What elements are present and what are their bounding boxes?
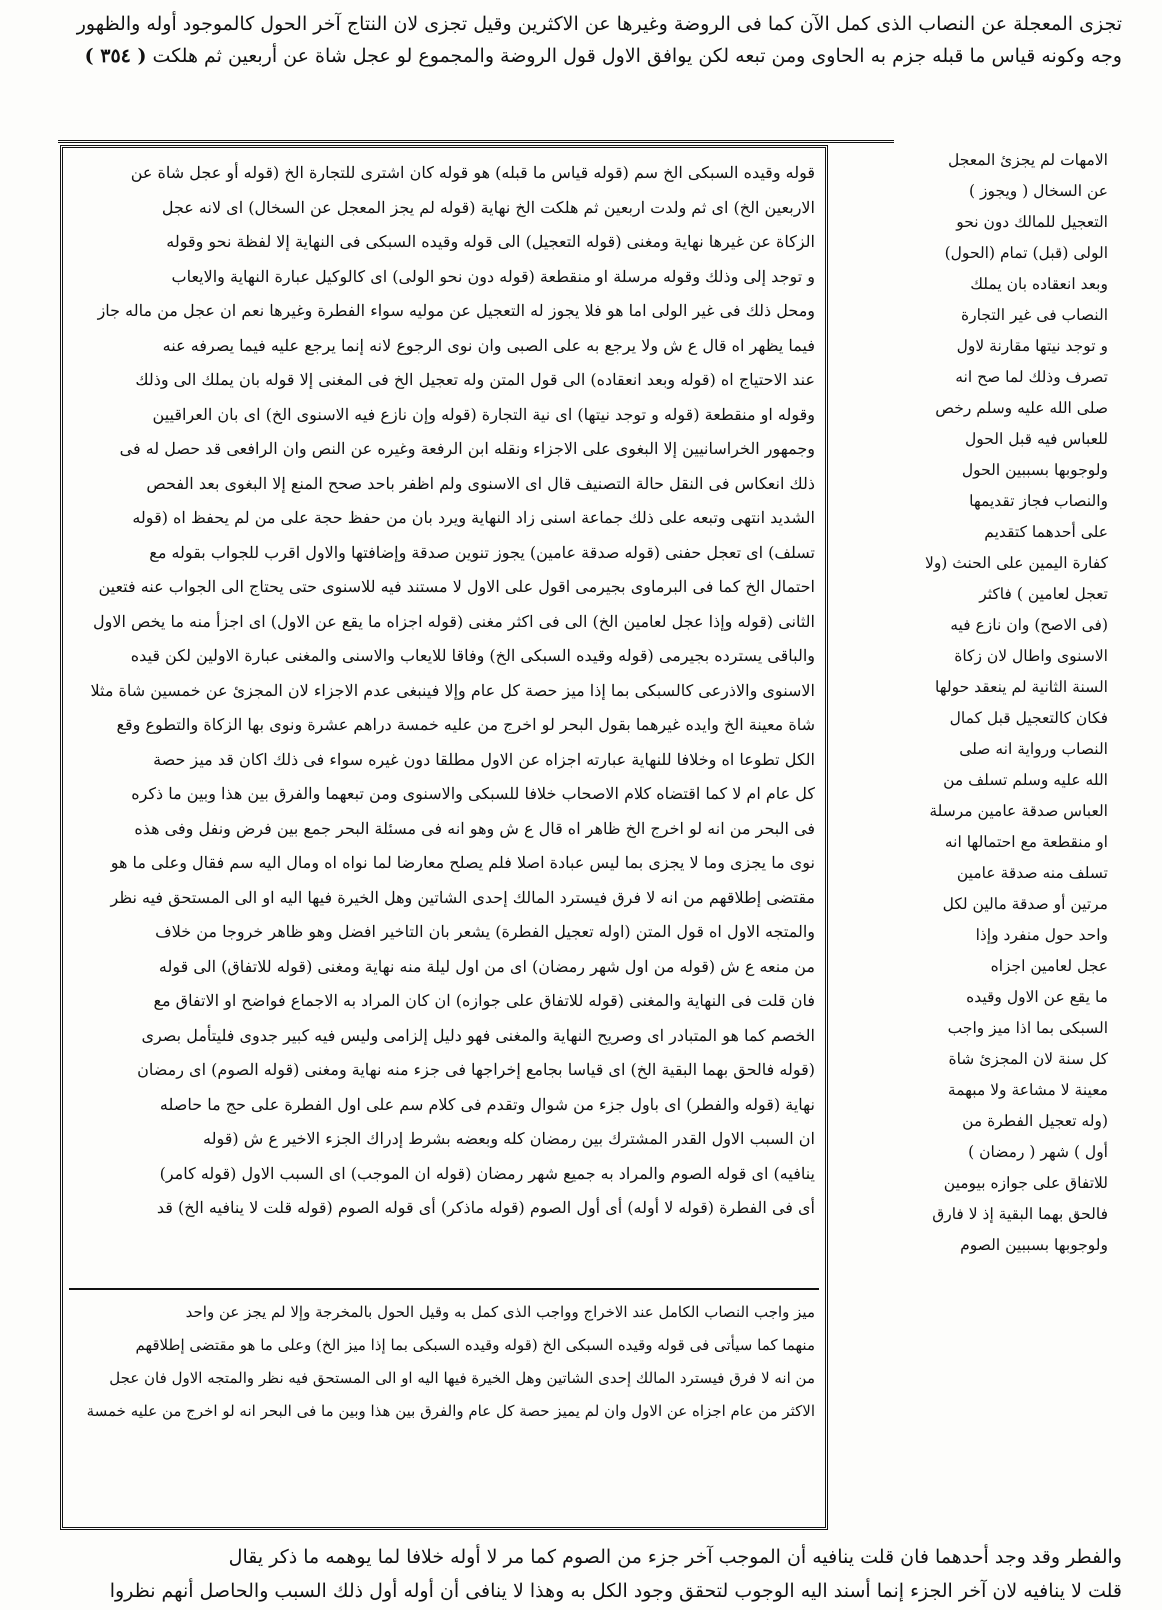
commentary-line: فان قلت فى النهاية والمغنى (قوله للاتفاق على جوازه) ان كان المراد به الاجماع فواضح او الاتفاق مع [153, 991, 815, 1010]
bottom-line-2: قلت لا ينافيه لان آخر الجزء إنما أسند اليه الوجوب لتحقق وجود الكل به وهذا لا ينافى أن أوله أول ذلك السبب والحاصل أنهم نظروا [109, 1580, 1122, 1602]
commentary-line: فى البحر من انه لو اخرج الخ ظاهر اه قال ع ش وهو انه فى مسئلة البحر جمع بين فرض ونفل وفى هذه [134, 818, 815, 838]
commentary-line: الاسنوى والاذرعى كالسبكى بما إذا ميز حصة كل عام وإلا فينبغى عدم الاجزاء لان المجزئ عن خمسين شاة مثلا [90, 680, 815, 700]
main-text-line: الولى (قبل) تمام (الحول) [944, 244, 1108, 262]
commentary-line: الزكاة عن غيرها نهاية ومغنى (قوله التعجيل) الى قوله وقيده السبكى فى النهاية إلا لفظة نحو وقوله [166, 232, 815, 251]
main-text-line: (فى الاصح) وان نازع فيه [950, 616, 1108, 634]
commentary-line: كل عام ام لا كما اقتضاه كلام الاصحاب خلافا للسبكى والاسنوى ومن تبعهما والفرق بين هذا وبين ما ذكره [131, 784, 815, 803]
main-text-line: والنصاب فجاز تقديمها [969, 492, 1108, 510]
main-text-line: الله عليه وسلم تسلف من [943, 771, 1108, 789]
main-text-line: ولوجوبها بسببين الحول [961, 461, 1108, 479]
main-text-line: ولوجوبها بسببين الصوم [960, 1236, 1108, 1254]
commentary-line: الشديد انتهى وتبعه على ذلك جماعة اسنى زاد النهاية ويرد بان من حفظ حجة على من لم يحفظ اه (قوله [132, 508, 815, 527]
main-text-line: ما يقع عن الاول وقيده [966, 988, 1108, 1006]
commentary-line: احتمال الخ كما فى البرماوى بجيرمى اقول على الاول لا مستند فيه للاسنوى حتى يحتاج الى الجواب عنه فتعين [98, 577, 815, 596]
commentary-line: ومحل ذلك فى غير الولى اما هو فلا يجوز له التعجيل عن موليه سواء الفطرة وغيرها نعم ان عجل من ماله جاز [97, 301, 815, 320]
footnote-line: من انه لا فرق فيسترد المالك إحدى الشاتين وهل الخيرة فيها اليه او الى المستحق فيه نظر والمتجه الاول فان عجل [109, 1369, 815, 1387]
main-text-line: و توجد نيتها مقارنة لاول [956, 337, 1108, 355]
commentary-line: فيما يظهر اه قال ع ش ولا يرجع به على الصبى وان نوى الرجوع لانه إنما يرجع عليه فيما يصرفه عنه [162, 335, 815, 355]
main-text-line: على أحدهما كتقديم [984, 523, 1108, 541]
main-text-line: فالحق بهما البقية إذ لا فارق [932, 1205, 1108, 1223]
bottom-line-1: والفطر وقد وجد أحدهما فان قلت ينافيه أن الموجب آخر جزء من الصوم كما مر لا أوله خلافا لما يوهمه ما ذكر يقال [228, 1546, 1122, 1568]
main-text-line: او منقطعة مع احتمالها انه [944, 833, 1108, 851]
main-text-line: النصاب فى غير التجارة [961, 306, 1108, 324]
commentary-line: ان السبب الاول القدر المشترك بين رمضان كله وبعضه بشرط إدراك الجزء الاخير ع ش (قوله [203, 1129, 815, 1148]
main-text-line: كفارة اليمين على الحنث (ولا [924, 554, 1108, 572]
main-text-line: فكان كالتعجيل قبل كمال [949, 709, 1108, 727]
commentary-line: الكل تطوعا اه وخلافا للنهاية عبارته اجزاه عن الاول مطلقا دون غيره سواء فى ذلك اكان قد ميز حصة [153, 749, 815, 769]
main-text-line: التعجيل للمالك دون نحو [956, 213, 1108, 231]
commentary-frame [60, 145, 828, 1530]
footnote-text [73, 1296, 815, 1518]
commentary-line: أى فى الفطرة (قوله لا أوله) أى أول الصوم (قوله ماذكر) أى قوله الصوم (قوله قلت لا ينافيه الخ) قد [156, 1198, 815, 1217]
commentary-line: مقتضى إطلاقهم من انه لا فرق فيسترد المالك إحدى الشاتين وهل الخيرة فيها اليه او الى المستحق فيه نظر [110, 887, 815, 907]
main-text-line: صلى الله عليه وسلم رخص [935, 399, 1108, 417]
main-text-line: السنة الثانية لم ينعقد حولها [935, 678, 1108, 696]
top-line-2-text: وجه وكونه قياس ما قبله جزم به الحاوى ومن تبعه لكن يوافق الاول قول الروضة والمجموع لو عجل شاة عن أربعين ثم هلكت [152, 45, 1122, 67]
main-text-line: تصرف وذلك لما صح انه [955, 368, 1108, 386]
main-text-line: واحد حول منفرد وإذا [975, 926, 1108, 944]
main-text-line: تعجل لعامين ) فاكثر [979, 585, 1108, 603]
main-text-line: الامهات لم يجزئ المعجل [948, 151, 1108, 169]
footnote-line: ميز واجب النصاب الكامل عند الاخراج وواجب الذى كمل به وقيل الحول بالمخرجة وإلا لم يجز عن واحد [185, 1303, 815, 1321]
footnote-line: الاكثر من عام اجزاه عن الاول وان لم يميز حصة كل عام والفرق بين هذا وبين ما فى البحر انه لو اخرج من عليه خمسة [86, 1402, 815, 1420]
commentary-line: و توجد إلى وذلك وقوله مرسلة او منقطعة (قوله دون نحو الولى) اى كالوكيل عبارة النهاية والايعاب [171, 266, 815, 286]
commentary-line: نهاية (قوله والفطر) اى باول جزء من شوال وتقدم فى كلام سم على اول الفطرة على حج ما حاصله [159, 1094, 815, 1114]
commentary-line: تسلف) اى تعجل حفنى (قوله صدقة عامين) يجوز تنوين صدقة وإضافتها والاول اقرب للجواب بقوله مع [149, 542, 815, 562]
main-text-line: (وله تعجيل الفطرة من [962, 1112, 1108, 1130]
main-text-line: الاسنوى واطال لان زكاة [954, 647, 1108, 665]
main-text-line: كل سنة لان المجزئ شاة [948, 1050, 1108, 1068]
commentary-line: (قوله فالحق بهما البقية الخ) اى قياسا بجامع إخراجها فى جزء منه نهاية ومغنى (قوله الصوم) اى رمضان [137, 1060, 815, 1079]
main-text-line: للاتفاق على جوازه بيومين [943, 1174, 1108, 1192]
main-text-line: أول ) شهر ( رمضان ) [968, 1143, 1108, 1161]
commentary-line: والباقى يسترده بجيرمى (قوله وقيده السبكى الخ) وفاقا للايعاب والاسنى والمغنى عبارة الاولين لكن قيده [130, 646, 815, 665]
main-text-line: عجل لعامين اجزاه [990, 957, 1108, 975]
commentary-line: وجمهور الخراسانيين إلا البغوى على الاجزاء ونقله ابن الرفعة وغيره عن النص وان الرافعى قد حصل له فى [119, 439, 815, 458]
main-text-line: معينة لا مشاعة ولا مبهمة [947, 1081, 1108, 1099]
main-text-line: العباس صدقة عامين مرسلة [929, 802, 1108, 820]
commentary-line: شاة معينة الخ وايده غيرهما بقول البحر لو اخرج من عليه خمسة دراهم عشرة ونوى بها الزكاة والتطوع وقع [116, 715, 815, 734]
commentary-line: والمتجه الاول اه قول المتن (اوله تعجيل الفطرة) يشعر بان التاخير افضل وهو ظاهر خروجا من خلاف [155, 922, 815, 941]
footnote-line: منهما كما سيأتى فى قوله وقيده السبكى الخ (قوله وقيده السبكى بما إذا ميز الخ) وعلى ما هو مقتضى إطلاقهم [135, 1336, 815, 1354]
commentary-line: ينافيه) اى قوله الصوم والمراد به جميع شهر رمضان (قوله ان الموجب) اى السبب الاول (قوله كامر) [159, 1163, 815, 1183]
top-text-block [40, 8, 1122, 72]
main-text-line: للعباس فيه قبل الحول [965, 430, 1108, 448]
commentary-line: ذلك انعكاس فى النقل حالة التصنيف قال اى الاسنوى ولم اظفر باحد صحح المنع إلا البغوى بعد الفحص [146, 473, 815, 493]
commentary-text [73, 156, 815, 1276]
commentary-line: من منعه ع ش (قوله من اول شهر رمضان) اى من اول ليلة منه نهاية ومغنى (قوله للاتفاق) الى قوله [158, 956, 815, 976]
top-line-2 [40, 40, 1122, 72]
main-text-line: عن السخال ( ويجوز ) [969, 182, 1108, 200]
bottom-text-block [40, 1540, 1122, 1608]
page-number: ( ٣٥٤ ) [84, 45, 147, 67]
commentary-line: قوله وقيده السبكى الخ سم (قوله قياس ما قبله) هو قوله كان اشترى للتجارة الخ (قوله أو عجل شاة عن [130, 163, 815, 182]
commentary-line: وقوله او منقطعة (قوله و توجد نيتها) اى نية التجارة (قوله وإن نازع فيه الاسنوى الخ) اى بان العراقيين [152, 404, 815, 424]
main-text-column [838, 145, 1108, 1530]
main-text-line: النصاب ورواية انه صلى [959, 740, 1108, 758]
main-text-line: مرتين أو صدقة مالين لكل [942, 895, 1108, 913]
main-text-line: وبعد انعقاده بان يملك [970, 275, 1108, 293]
commentary-line: نوى ما يجزى وما لا يجزى بما ليس عبادة اصلا فلم يصلح معارضا لما نواه اه ومال اليه سم فقال وعلى ما هو [110, 853, 815, 872]
commentary-line: الاربعين الخ) اى ثم ولدت اربعين ثم هلكت الخ نهاية (قوله لم يجز المعجل عن السخال) اى لانه عجل [161, 197, 815, 217]
commentary-line: عند الاحتياج اه (قوله وبعد انعقاده) الى قول المتن وله تعجيل الخ فى المغنى إلا قوله بان يملك الى وذلك [135, 370, 815, 389]
main-text-line: تسلف منه صدقة عامين [956, 864, 1108, 882]
commentary-line: الخصم كما هو المتبادر اى وصريح النهاية والمغنى فهو دليل إلزامى وليس فيه كبير جدوى فليتأمل بصرى [141, 1025, 815, 1045]
top-line-1: تجزى المعجلة عن النصاب الذى كمل الآن كما فى الروضة وغيرها عن الاكثرين وقيل تجزى لان النتاج آخر الحول كالموجود أوله والظهور [76, 13, 1122, 35]
commentary-line: الثانى (قوله وإذا عجل لعامين الخ) الى فى اكثر مغنى (قوله اجزاه ما يقع عن الاول) اى اجزأ منه ما يخص الاول [92, 611, 815, 631]
header-rule [58, 140, 894, 143]
main-text-line: السبكى بما اذا ميز واجب [947, 1019, 1108, 1037]
footnote-divider [69, 1288, 819, 1290]
